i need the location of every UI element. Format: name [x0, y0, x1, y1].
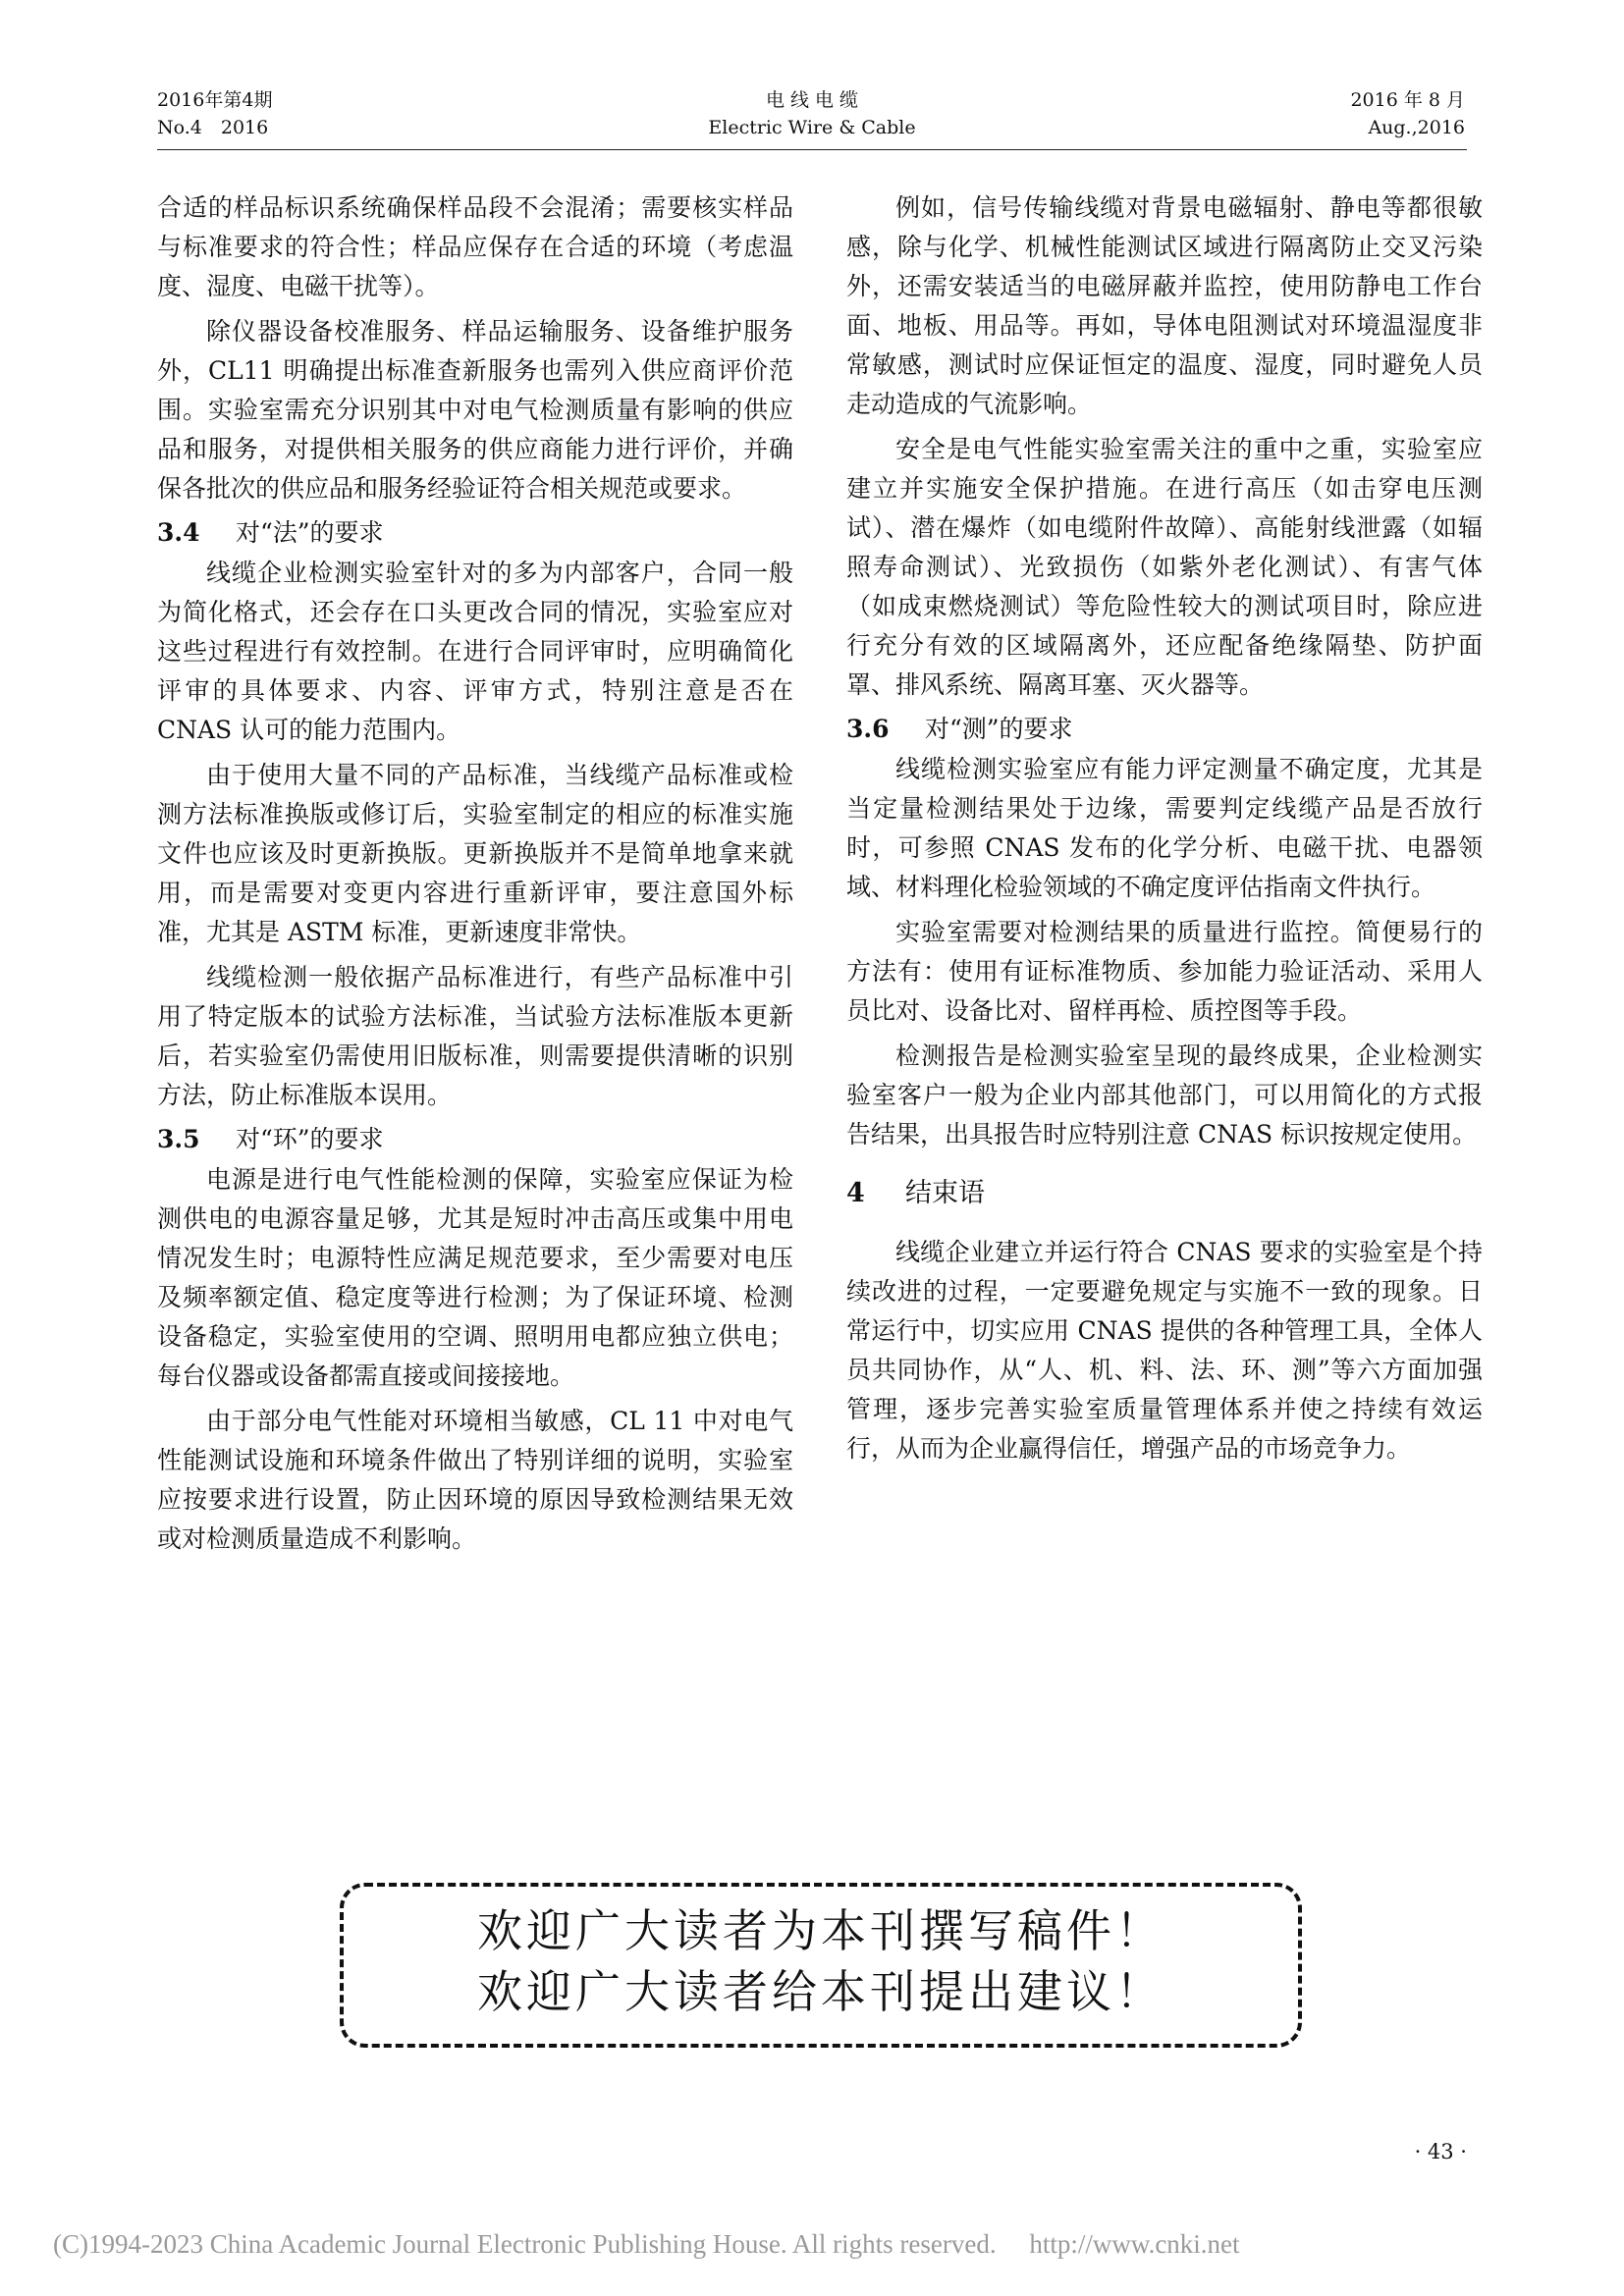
body-paragraph: 实验室需要对检测结果的质量进行监控。简便易行的方法有：使用有证标准物质、参加能力验证活动、采用人员比对、设备比对、留样再检、质控图等手段。 [846, 918, 1483, 1025]
body-paragraph: 检测报告是检测实验室呈现的最终成果，企业检测实验室客户一般为企业内部其他部门，可以用简化的方式报告结果，出具报告时应特别注意 CNAS 标识按规定使用。 [846, 1041, 1483, 1148]
section-heading-3-4 [157, 514, 793, 552]
section-title: 结束语 [905, 1178, 985, 1208]
section-title: 对“测”的要求 [925, 715, 1073, 743]
body-paragraph: 线缆企业建立并运行符合 CNAS 要求的实验室是个持续改进的过程，一定要避免规定与实施不一致的现象。日常运行中，切实应用 CNAS 提供的各种管理工具，全体人员共同协作，从“人、机、料、法、环、测”等六方面加强管理，逐步完善实验室质量管理体系并使之持续有效运行，从而为企业赢得信任，增强产品的市场竞争力。 [846, 1238, 1483, 1463]
section-heading-4 [846, 1174, 1483, 1213]
section-number: 4 [846, 1178, 865, 1208]
banner-line-2: 欢迎广大读者给本刊提出建议！ [477, 1965, 1164, 2018]
left-column [157, 188, 793, 1565]
body-paragraph: 由于使用大量不同的产品标准，当线缆产品标准或检测方法标准换版或修订后，实验室制定的相应的标准实施文件也应该及时更新换版。更新换版并不是简单地拿来就用，而是需要对变更内容进行重新评审，要注意国外标准，尤其是 ASTM 标准，更新速度非常快。 [157, 761, 793, 946]
body-paragraph: 线缆检测实验室应有能力评定测量不确定度，尤其是当定量检测结果处于边缘，需要判定线缆产品是否放行时，可参照 CNAS 发布的化学分析、电磁干扰、电器领域、材料理化检验领域的不确定度评估指南文件执行。 [846, 755, 1483, 901]
body-paragraph: 除仪器设备校准服务、样品运输服务、设备维护服务外，CL11 明确提出标准查新服务也需列入供应商评价范围。实验室需充分识别其中对电气检测质量有影响的供应品和服务，对提供相关服务的供应商能力进行评价，并确保各批次的供应品和服务经验证符合相关规范或要求。 [157, 317, 793, 503]
right-column [846, 188, 1483, 1474]
body-paragraph: 线缆检测一般依据产品标准进行，有些产品标准中引用了特定版本的试验方法标准，当试验方法标准版本更新后，若实验室仍需使用旧版标准，则需要提供清晰的识别方法，防止标准版本误用。 [157, 963, 793, 1109]
section-heading-3-6 [846, 711, 1483, 748]
header-rule [157, 149, 1467, 150]
body-paragraph: 线缆企业检测实验室针对的多为内部客户，合同一般为简化格式，还会存在口头更改合同的情况，实验室应对这些过程进行有效控制。在进行合同评审时，应明确简化评审的具体要求、内容、评审方式，特别注意是否在 CNAS 认可的能力范围内。 [157, 559, 793, 744]
body-paragraph: 电源是进行电气性能检测的保障，实验室应保证为检测供电的电源容量足够，尤其是短时冲击高压或集中用电情况发生时；电源特性应满足规范要求，至少需要对电压及频率额定值、稳定度等进行检测；为了保证环境、检测设备稳定，实验室使用的空调、照明用电都应独立供电；每台仪器或设备都需直接或间接接地。 [157, 1165, 793, 1390]
section-number: 3.6 [846, 715, 890, 743]
header-date-en: Aug.,2016 [1368, 117, 1465, 138]
body-paragraph: 例如，信号传输线缆对背景电磁辐射、静电等都很敏感，除与化学、机械性能测试区域进行隔离防止交叉污染外，还需安装适当的电磁屏蔽并监控，使用防静电工作台面、地板、用品等。再如，导体电阻测试对环境温湿度非常敏感，测试时应保证恒定的温度、湿度，同时避免人员走动造成的气流影响。 [846, 193, 1483, 418]
banner-line-1: 欢迎广大读者为本刊撰写稿件！ [477, 1904, 1164, 1957]
section-title: 对“环”的要求 [236, 1125, 384, 1153]
page-number: · 43 · [1414, 2140, 1467, 2163]
section-number: 3.4 [157, 518, 200, 547]
copyright-watermark: (C)1994-2023 China Academic Journal Electronic Publishing House. All rights reserved. http://www.cnki.net [53, 2229, 1240, 2259]
header-date [1350, 86, 1465, 141]
header-date-cn: 2016 年 8 月 [1350, 89, 1465, 111]
body-paragraph: 由于部分电气性能对环境相当敏感，CL 11 中对电气性能测试设施和环境条件做出了特别详细的说明，实验室应按要求进行设置，防止因环境的原因导致检测结果无效或对检测质量造成不利影响。 [157, 1407, 793, 1553]
section-title: 对“法”的要求 [236, 518, 384, 547]
body-paragraph: 安全是电气性能实验室需关注的重中之重，实验室应建立并实施安全保护措施。在进行高压（如击穿电压测试）、潜在爆炸（如电缆附件故障）、高能射线泄露（如辐照寿命测试）、光致损伤（如紫外老化测试）、有害气体（如成束燃烧测试）等危险性较大的测试项目时，除应进行充分有效的区域隔离外，还应配备绝缘隔垫、防护面罩、排风系统、隔离耳塞、灭火器等。 [846, 435, 1483, 699]
header-issue-cn: 2016年第4期 [157, 89, 273, 111]
header-journal-en: Electric Wire & Cable [708, 117, 916, 138]
header-journal-cn: 电 线 电 缆 [765, 89, 859, 111]
section-heading-3-5 [157, 1121, 793, 1158]
call-for-papers-banner [340, 1883, 1302, 2048]
section-number: 3.5 [157, 1125, 200, 1153]
body-paragraph: 合适的样品标识系统确保样品段不会混淆；需要核实样品与标准要求的符合性；样品应保存在合适的环境（考虑温度、湿度、电磁干扰等）。 [157, 193, 793, 300]
header-issue-en: No.4 2016 [157, 117, 269, 138]
